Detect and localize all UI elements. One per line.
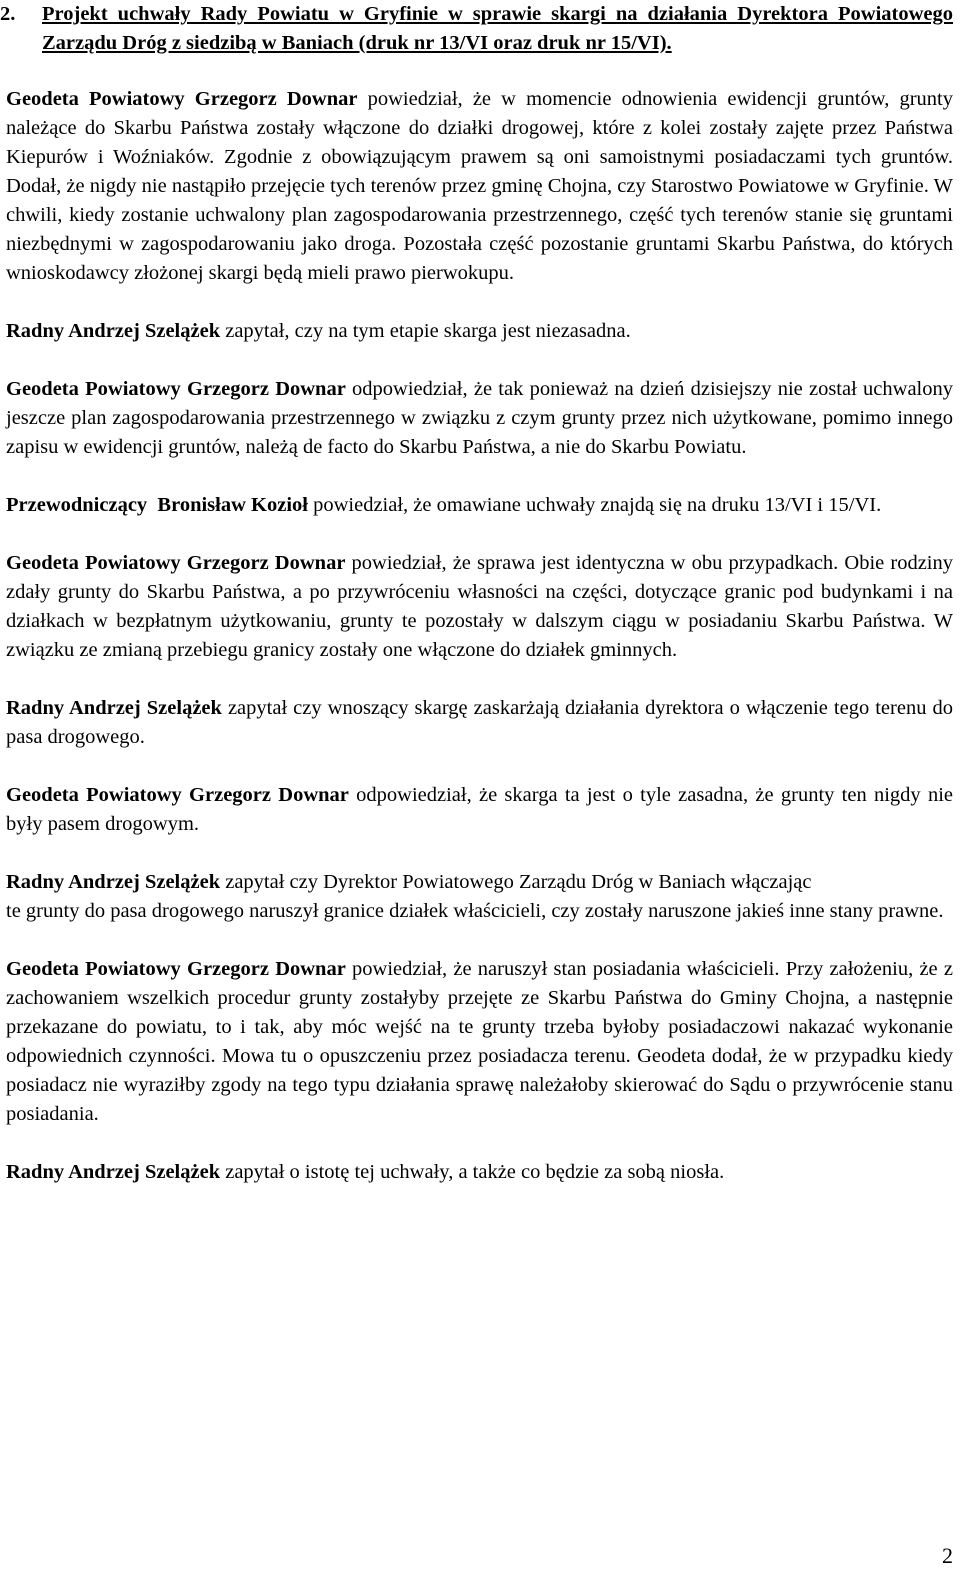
agenda-item-title: Projekt uchwały Rady Powiatu w Gryfinie w sprawie skargi na działania Dyrektora Powiatowego Zarządu Dróg z siedzibą w Baniach (druk nr 13/VI oraz druk nr 15/VI). [42,3,953,54]
paragraph-text: zapytał czy wnoszący skargę zaskarżają działania dyrektora o włączenie tego terenu do pasa drogowego. [6,697,953,748]
paragraph-9 [6,955,953,1129]
paragraph-text: zapytał o istotę tej uchwały, a także co będzie za sobą niosła. [220,1161,725,1183]
speaker-name: Geodeta Powiatowy Grzegorz Downar [6,378,346,400]
paragraph-text: powiedział, że sprawa jest identyczna w obu przypadkach. Obie rodziny zdały grunty do Skarbu Państwa, a po przywróceniu własności na części, dotyczące granic pod budynkami i na działkach w bezpłatnym użytkowaniu, grunty te pozostały w dalszym ciągu w posiadaniu Skarbu Państwa. W związku ze zmianą przebiegu granicy zostały one włączone do działek gminnych. [6,552,953,661]
paragraph-text: powiedział, że naruszył stan posiadania właścicieli. Przy założeniu, że z zachowaniem wszelkich procedur grunty zostałyby przejęte ze Skarbu Państwa do Gminy Chojna, a następnie przekazane do powiatu, to i tak, aby móc wejść na te grunty trzeba byłoby posiadaczowi nakazać wykonanie odpowiednich czynności. Mowa tu o opuszczeniu przez posiadacza terenu. Geodeta dodał, że w przypadku kiedy posiadacz nie wyraziłby zgody na tego typu działania sprawę należałoby skierować do Sądu o przywrócenie stanu posiadania. [6,958,953,1125]
paragraph-text: powiedział, że w momencie odnowienia ewidencji gruntów, grunty należące do Skarbu Państwa zostały włączone do działki drogowej, które z kolei zostały zajęte przez Państwa Kiepurów i Woźniaków. Zgodnie z obowiązującym prawem są oni samoistnymi posiadaczami tych gruntów. Dodał, że nigdy nie nastąpiło przejęcie tych terenów przez gminę Chojna, czy Starostwo Powiatowe w Gryfinie. W chwili, kiedy zostanie uchwalony plan zagospodarowania przestrzennego, część tych terenów stanie się gruntami niezbędnymi w zagospodarowaniu jako droga. Pozostała część pozostanie gruntami Skarbu Państwa, do których wnioskodawcy złożonej skargi będą mieli prawo pierwokupu. [6,88,953,284]
paragraph-5 [6,549,953,665]
paragraph-text: powiedział, że omawiane uchwały znajdą się na druku 13/VI i 15/VI. [307,494,882,516]
paragraph-10 [6,1158,953,1187]
paragraph-text: zapytał, czy na tym etapie skarga jest niezasadna. [220,320,631,342]
speaker-name: Radny Andrzej Szelążek [6,320,221,342]
speaker-name: Geodeta Powiatowy Grzegorz Downar [6,958,346,980]
speaker-name: Geodeta Powiatowy Grzegorz Downar [6,88,358,110]
paragraph-continuation: te grunty do pasa drogowego naruszył granice działek właścicieli, czy zostały naruszone jakieś inne stany prawne. [6,900,944,922]
paragraph-text: odpowiedział, że tak ponieważ na dzień dzisiejszy nie został uchwalony jeszcze plan zagospodarowania przestrzennego w związku z czym grunty przez nich użytkowane, pomimo innego zapisu w ewidencji gruntów, należą de facto do Skarbu Państwa, a nie do Skarbu Powiatu. [6,378,953,458]
speaker-name: Geodeta Powiatowy Grzegorz Downar [6,552,346,574]
paragraph-6 [6,694,953,752]
paragraph-text: zapytał czy Dyrektor Powiatowego Zarządu Dróg w Baniach włączając [220,871,812,893]
speaker-name: Geodeta Powiatowy Grzegorz Downar [6,784,349,806]
agenda-item-number: 2. [0,3,16,25]
speaker-name: Przewodniczący Bronisław Kozioł [6,494,308,516]
speaker-name: Radny Andrzej Szelążek [6,697,222,719]
paragraph-text: odpowiedział, że skarga ta jest o tyle zasadna, że grunty ten nigdy nie były pasem drogowym. [6,784,953,835]
speaker-name: Radny Andrzej Szelążek [6,1161,221,1183]
speaker-name: Radny Andrzej Szelążek [6,871,221,893]
paragraph-8 [6,868,953,926]
paragraph-2 [6,317,953,346]
paragraph-1 [6,85,953,288]
paragraph-4 [6,491,953,520]
paragraph-3 [6,375,953,462]
page-number: 2 [942,1543,953,1568]
agenda-heading [0,0,953,57]
paragraph-7 [6,781,953,839]
